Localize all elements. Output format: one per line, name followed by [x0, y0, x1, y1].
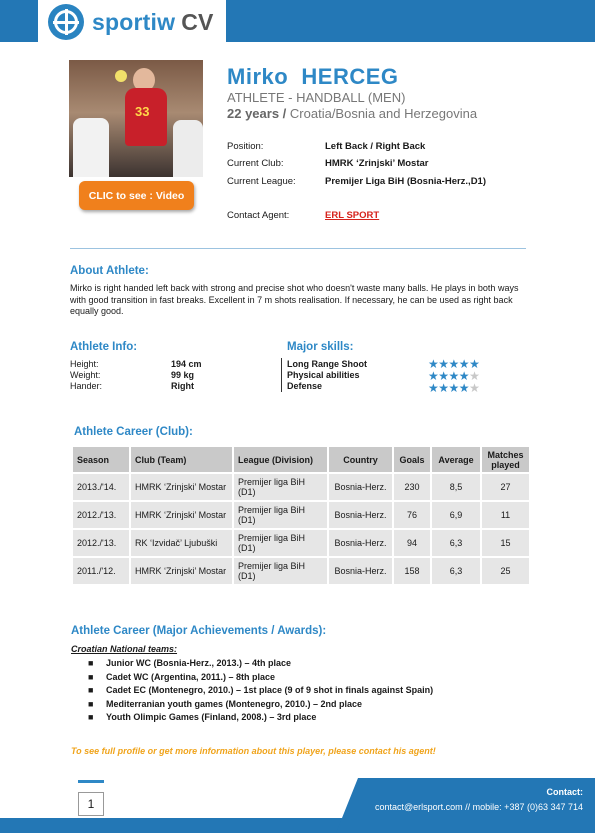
- achievement-text: Cadet WC (Argentina, 2011.) – 8th place: [106, 671, 276, 682]
- cell-season: 2012./'13.: [73, 502, 129, 528]
- achievements-title: Athlete Career (Major Achievements / Awards):: [71, 625, 327, 637]
- bullet-icon: ■: [88, 712, 94, 722]
- sportiw-logo: [48, 3, 214, 41]
- star-filled-icon: ★: [458, 369, 470, 383]
- defender-figure-left: [73, 118, 109, 177]
- footer-mark: [78, 780, 104, 783]
- star-filled-icon: ★: [428, 381, 439, 395]
- achievement-text: Youth Olimpic Games (Finland, 2008.) – 3rd place: [106, 712, 317, 722]
- header-bar-left: [0, 0, 38, 42]
- cell-club: HMRK ‘Zrinjski’ Mostar: [131, 558, 232, 584]
- about-text: Mirko is right handed left back with strong and precise shot who doesn't waste many balls. He plays in both ways with good transition in fast breaks. Excellent in 7 m shots realisation. If necessary, he can be used as right back equally good.: [70, 283, 519, 316]
- detail-value: Left Back / Right Back: [325, 141, 426, 152]
- info-label: Weight:: [70, 370, 101, 380]
- section-divider: [70, 248, 526, 249]
- detail-row-club: [227, 158, 557, 172]
- athlete-name: Mirko HERCEG: [227, 64, 399, 89]
- cell-club: HMRK ‘Zrinjski’ Mostar: [131, 502, 232, 528]
- cell-season: 2013./'14.: [73, 474, 129, 500]
- star-filled-icon: ★: [458, 381, 470, 395]
- skill-name: Defense: [287, 381, 323, 391]
- table-row: [73, 474, 529, 500]
- contact-label: Contact:: [546, 787, 583, 797]
- bullet-icon: ■: [88, 685, 94, 695]
- star-filled-icon: ★: [448, 357, 459, 371]
- skills-title: Major skills:: [287, 341, 354, 353]
- detail-row-position: [227, 141, 557, 155]
- skills-separator: [281, 358, 282, 392]
- star-filled-icon: ★: [428, 369, 439, 383]
- video-button[interactable]: CLIC to see : Video: [79, 181, 194, 210]
- about-title: About Athlete:: [70, 265, 149, 277]
- list-item: [88, 699, 433, 713]
- column-header: Club (Team): [131, 447, 232, 472]
- info-label: Height:: [70, 359, 99, 369]
- detail-row-league: [227, 176, 557, 190]
- cell-country: Bosnia-Herz.: [329, 502, 392, 528]
- cell-club: RK ‘Izvidač’ Ljubuški: [131, 530, 232, 556]
- career-table: [71, 445, 531, 586]
- cell-average: 6,3: [432, 530, 480, 556]
- cell-country: Bosnia-Herz.: [329, 474, 392, 500]
- athlete-info-title: Athlete Info:: [70, 341, 138, 353]
- list-item: [88, 672, 433, 686]
- star-filled-icon: ★: [469, 357, 480, 371]
- column-header: Average: [432, 447, 480, 472]
- info-value: 99 kg: [171, 370, 195, 380]
- bullet-icon: ■: [88, 698, 94, 709]
- jersey-number: 33: [135, 104, 150, 119]
- detail-label: Current Club:: [227, 158, 284, 169]
- achievement-text: Junior WC (Bosnia-Herz., 2013.) – 4th place: [106, 658, 292, 668]
- cell-average: 6,3: [432, 558, 480, 584]
- defender-figure-right: [173, 120, 203, 177]
- star-empty-icon: ★: [469, 381, 480, 395]
- cell-country: Bosnia-Herz.: [329, 530, 392, 556]
- info-row-hander: [70, 381, 270, 393]
- logo-wordmark: [92, 9, 214, 36]
- list-item: [88, 712, 433, 726]
- detail-row-agent: [227, 210, 557, 224]
- cell-league: Premijer liga BiH (D1): [234, 530, 327, 556]
- athlete-age: 22 years /: [227, 106, 287, 121]
- career-title: Athlete Career (Club):: [74, 426, 193, 438]
- target-logo-icon: [48, 4, 84, 40]
- bullet-icon: ■: [88, 658, 94, 668]
- table-row: [73, 558, 529, 584]
- page-number: 1: [78, 792, 104, 816]
- bullet-icon: ■: [88, 671, 94, 682]
- star-filled-icon: ★: [428, 357, 439, 371]
- column-header: League (Division): [234, 447, 327, 472]
- column-header: Season: [73, 447, 129, 472]
- cell-goals: 158: [394, 558, 430, 584]
- star-filled-icon: ★: [458, 357, 470, 371]
- cell-season: 2012./'13.: [73, 530, 129, 556]
- cell-matches: 25: [482, 558, 529, 584]
- contact-details[interactable]: contact@erlsport.com // mobile: +387 (0)63 347 714: [375, 802, 583, 812]
- cell-average: 6,9: [432, 502, 480, 528]
- achievement-text: Mediterranian youth games (Montenegro, 2010.) – 2nd place: [106, 698, 363, 709]
- cell-goals: 94: [394, 530, 430, 556]
- detail-value: HMRK ‘Zrinjski’ Mostar: [325, 158, 429, 169]
- cell-matches: 27: [482, 474, 529, 500]
- cell-goals: 76: [394, 502, 430, 528]
- agent-label: Contact Agent:: [227, 210, 290, 221]
- detail-value: Premijer Liga BiH (Bosnia-Herz.,D1): [325, 176, 487, 187]
- table-row: [73, 502, 529, 528]
- skill-name: Physical abilities: [287, 370, 360, 380]
- handball-ball: [115, 70, 127, 82]
- cell-matches: 15: [482, 530, 529, 556]
- header-bar-right: [226, 0, 595, 42]
- athlete-category: ATHLETE - HANDBALL (MEN): [227, 90, 406, 105]
- table-row: [73, 530, 529, 556]
- contact-note: To see full profile or get more information about this player, please contact his agent!: [71, 746, 436, 756]
- detail-label: Position:: [227, 141, 264, 152]
- cell-league: Premijer liga BiH (D1): [234, 502, 327, 528]
- skill-rating: [428, 382, 479, 394]
- star-filled-icon: ★: [448, 381, 459, 395]
- star-filled-icon: ★: [448, 369, 459, 383]
- cell-season: 2011./'12.: [73, 558, 129, 584]
- athlete-photo: [69, 60, 203, 177]
- logo-suffix: CV: [181, 8, 214, 35]
- star-filled-icon: ★: [438, 357, 449, 371]
- column-header: Matches played: [482, 447, 529, 472]
- info-label: Hander:: [70, 381, 103, 391]
- list-item: [88, 685, 433, 699]
- achievements-list: [88, 658, 433, 726]
- agent-link[interactable]: ERL SPORT: [325, 210, 380, 221]
- cell-average: 8,5: [432, 474, 480, 500]
- athlete-country: Croatia/Bosnia and Herzegovina: [289, 106, 478, 121]
- age-country: [227, 106, 477, 121]
- cell-club: HMRK ‘Zrinjski’ Mostar: [131, 474, 232, 500]
- detail-label: Current League:: [227, 176, 296, 187]
- list-item: [88, 658, 433, 672]
- skill-name: Long Range Shoot: [287, 359, 367, 369]
- star-filled-icon: ★: [438, 381, 449, 395]
- achievements-subtitle: Croatian National teams:: [71, 644, 178, 654]
- star-filled-icon: ★: [438, 369, 449, 383]
- cell-league: Premijer liga BiH (D1): [234, 558, 327, 584]
- cell-league: Premijer liga BiH (D1): [234, 474, 327, 500]
- column-header: Country: [329, 447, 392, 472]
- cell-goals: 230: [394, 474, 430, 500]
- cell-country: Bosnia-Herz.: [329, 558, 392, 584]
- logo-name: sportiw: [92, 8, 176, 35]
- info-value: 194 cm: [171, 359, 202, 369]
- achievement-text: Cadet EC (Montenegro, 2010.) – 1st place (9 of 9 shot in finals against Spain): [106, 685, 434, 695]
- table-header-row: [73, 447, 529, 472]
- star-empty-icon: ★: [469, 369, 480, 383]
- column-header: Goals: [394, 447, 430, 472]
- cell-matches: 11: [482, 502, 529, 528]
- info-value: Right: [171, 381, 194, 391]
